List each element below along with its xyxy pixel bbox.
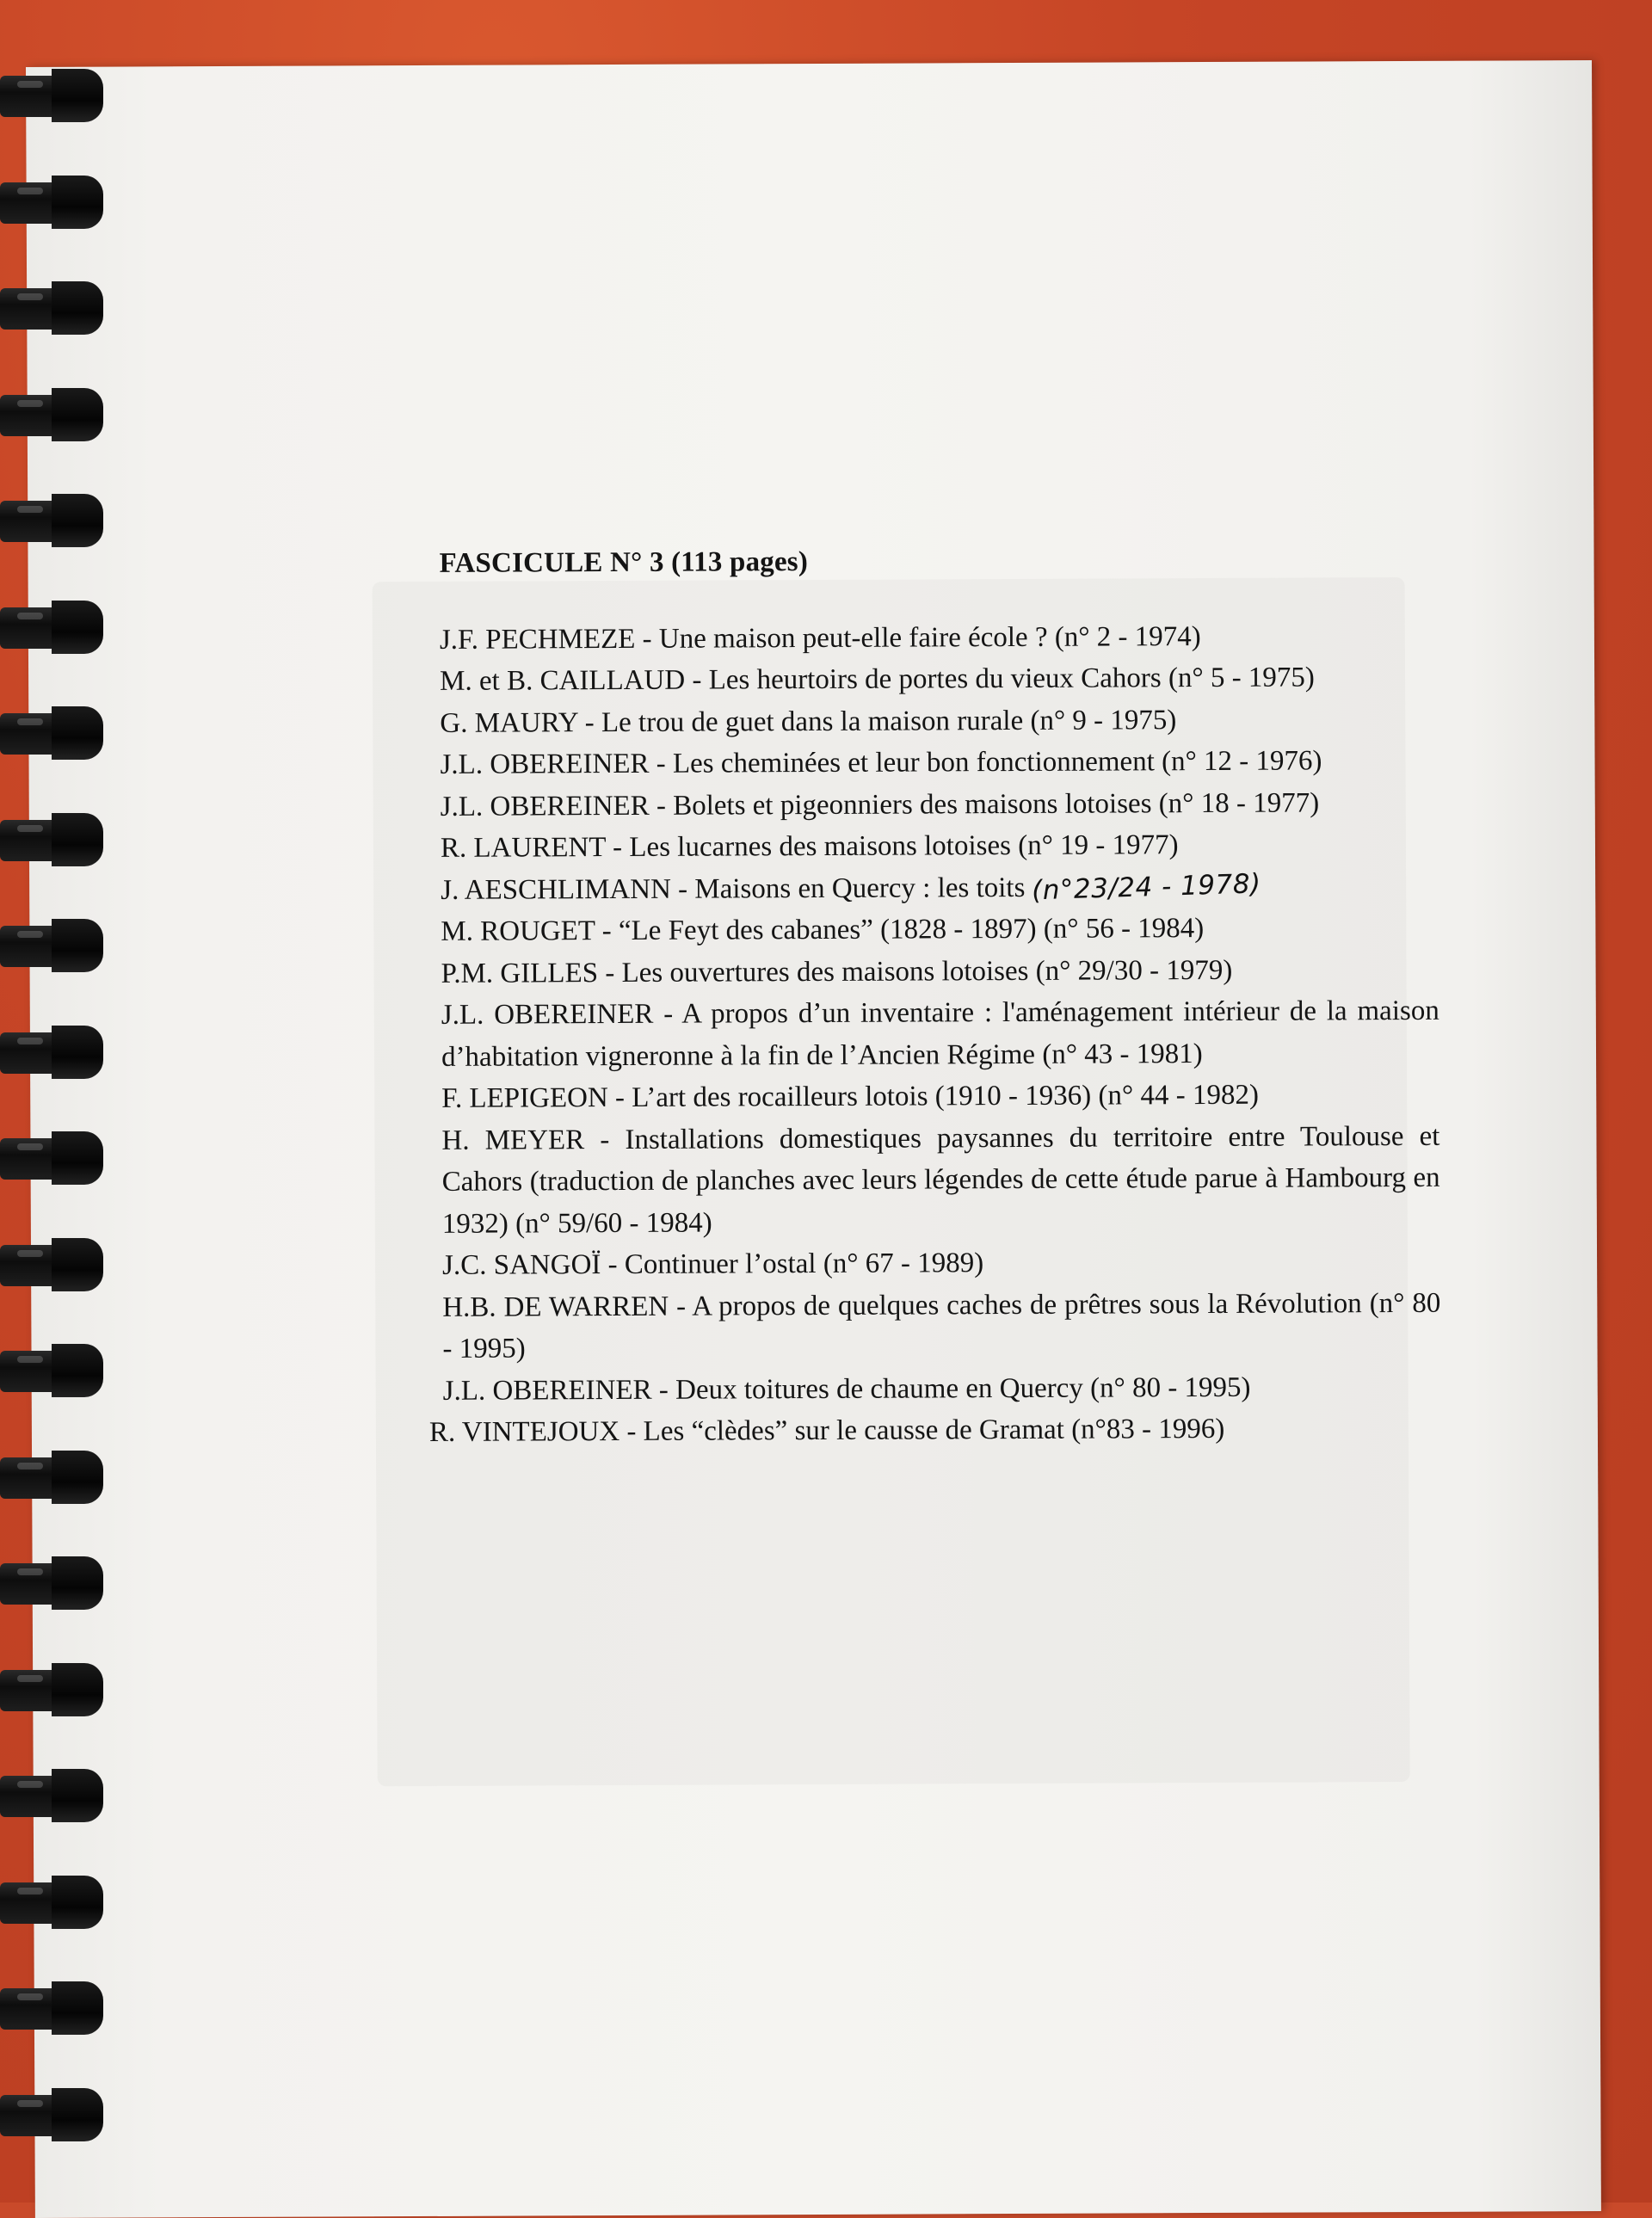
- binding-ring: [0, 1981, 103, 2035]
- binding-ring: [0, 1238, 103, 1291]
- list-item: R. VINTEJOUX - Les “clèdes” sur le causse de Gramat (n°83 - 1996): [428, 1413, 1225, 1448]
- binding-ring: [0, 1131, 103, 1185]
- binding-ring: [0, 1451, 103, 1504]
- list-item: J.L. OBEREINER - A propos d’un inventaire : l'aménagement intérieur de la maison d’habitation vigneronne à la fin de l’Ancien Régime (n° 43 - 1981): [441, 995, 1439, 1073]
- binding-ring: [0, 813, 103, 866]
- list-item: M. ROUGET - “Le Feyt des cabanes” (1828 - 1897) (n° 56 - 1984): [441, 913, 1205, 947]
- binding-ring: [0, 1026, 103, 1079]
- list-item: J.F. PECHMEZE - Une maison peut-elle faire école ? (n° 2 - 1974): [439, 620, 1201, 656]
- list-item: J.L. OBEREINER - Deux toitures de chaume en Quercy (n° 80 - 1995): [442, 1371, 1251, 1407]
- spiral-binding: [0, 69, 112, 2203]
- list-item: F. LEPIGEON - L’art des rocailleurs lotois (1910 - 1936) (n° 44 - 1982): [441, 1079, 1259, 1114]
- binding-ring: [0, 1663, 103, 1716]
- binding-ring: [0, 281, 103, 335]
- binding-ring: [0, 69, 103, 122]
- binding-ring: [0, 1556, 103, 1610]
- list-item: G. MAURY - Le trou de guet dans la maison rurale (n° 9 - 1975): [440, 704, 1177, 739]
- binding-ring: [0, 388, 103, 441]
- list-item: M. et B. CAILLAUD - Les heurtoirs de portes du vieux Cahors (n° 5 - 1975): [440, 662, 1315, 697]
- binding-ring: [0, 2088, 103, 2141]
- binding-ring: [0, 494, 103, 547]
- document-page: [26, 60, 1601, 2218]
- page-heading: FASCICULE N° 3 (113 pages): [439, 546, 809, 579]
- binding-ring: [0, 176, 103, 229]
- list-item: R. LAURENT - Les lucarnes des maisons lotoises (n° 19 - 1977): [440, 829, 1179, 864]
- binding-ring: [0, 1344, 103, 1397]
- list-item: [441, 865, 1439, 911]
- binding-ring: [0, 919, 103, 972]
- list-item: J.C. SANGOÏ - Continuer l’ostal (n° 67 - 1989): [442, 1248, 984, 1281]
- list-item: H.B. DE WARREN - A propos de quelques caches de prêtres sous la Révolution (n° 80 - 1995): [442, 1287, 1441, 1365]
- binding-ring: [0, 1769, 103, 1822]
- entry-text: J. AESCHLIMANN - Maisons en Quercy : les toits: [441, 872, 1026, 906]
- list-item: J.L. OBEREINER - Les cheminées et leur bon fonctionnement (n° 12 - 1976): [440, 745, 1322, 780]
- binding-ring: [0, 1876, 103, 1929]
- list-item: H. MEYER - Installations domestiques paysannes du territoire entre Toulouse et Cahors (traduction de planches avec leurs légendes de cette étude parue à Hambourg en 1932) (n° 59/60 - 1984): [441, 1120, 1440, 1240]
- list-item: J.L. OBEREINER - Bolets et pigeonniers des maisons lotoises (n° 18 - 1977): [440, 786, 1320, 823]
- handwritten-annotation: (n°23/24 - 1978): [1032, 867, 1262, 906]
- page-content: [428, 539, 1441, 1454]
- list-item: P.M. GILLES - Les ouvertures des maisons lotoises (n° 29/30 - 1979): [441, 954, 1233, 989]
- binding-ring: [0, 601, 103, 654]
- binding-ring: [0, 706, 103, 760]
